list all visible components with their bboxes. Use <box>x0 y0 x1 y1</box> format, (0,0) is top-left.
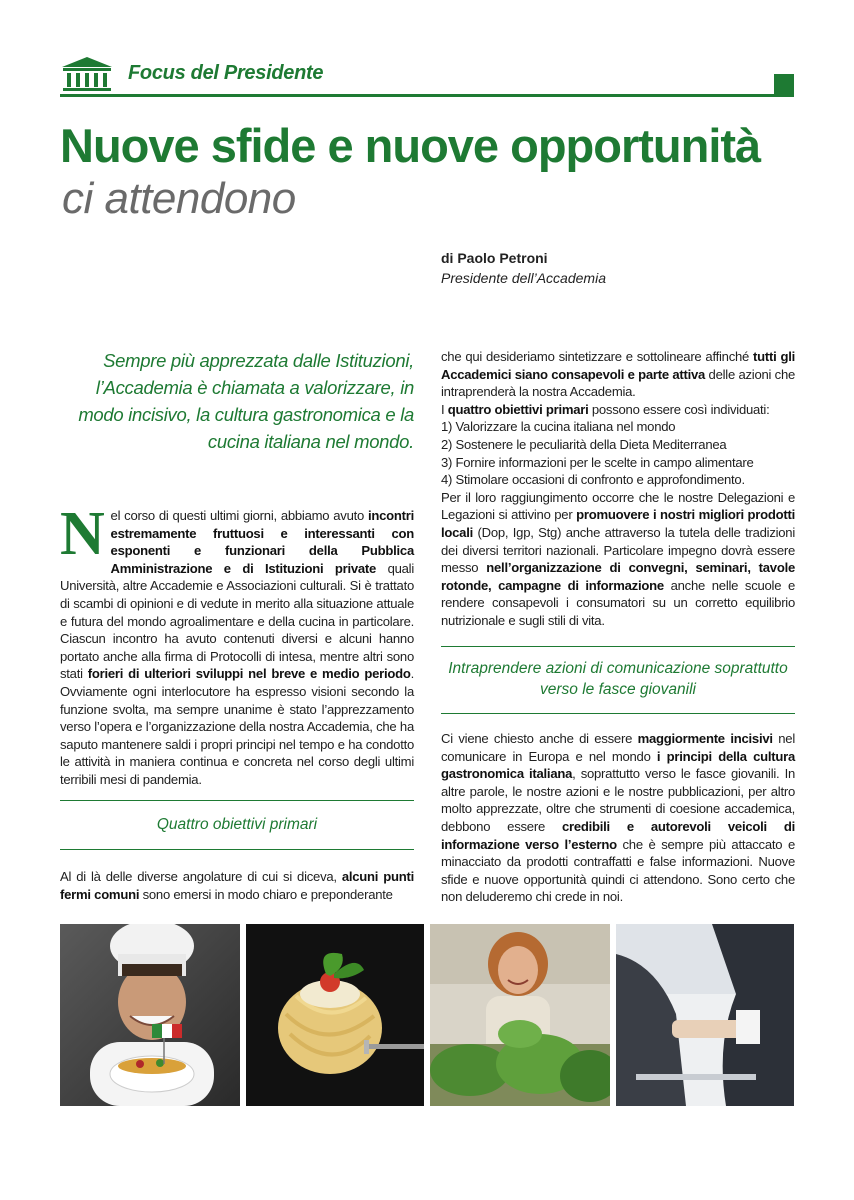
subheading-block <box>441 646 795 714</box>
subheading-rule <box>60 849 414 850</box>
text-run: sono emersi in modo chiaro e preponderante <box>139 886 393 902</box>
bold-run: credibili e autorevoli veicoli di informazione verso l’esterno <box>441 818 795 852</box>
text-run: Per il loro raggiungimento occorre che le nostre Delegazioni e Legazioni si attivino per <box>441 489 795 523</box>
bold-run: nell’organizzazione di convegni, seminari, tavole rotonde, campagne di informazione <box>441 560 796 593</box>
text-run: . Ovviamente ogni interlocutore ha espresso visioni secondo la funzione svolta, ma sempre unanime è stato l’apprezzamento verso l’opera e l’organizzazione della nostra Accademia, che ha saputo mantenere saldi i propri principi nel tempo e ha condotto le attività in maniera continua e concreta nel corso degli ultimi terribili mesi di pandemia. <box>60 666 414 787</box>
text-run: quali Università, altre Accademie e Associazioni culturali. Si è trattato di scambi di opinioni e di vedute in merito alla situazione attuale e futura del mondo agroalimentare e della cucina in particolare. Ciascun incontro ha avuto contenuti diversi e alcuni hanno portato anche alla firma di Protocolli di intesa, mentre altri sono stati <box>60 560 414 682</box>
header-rule <box>60 94 794 97</box>
bold-run: incontri estremamente fruttuosi e interessanti con esponenti e funzionari della Pubblica Amministrazione e di Istituzioni private <box>110 508 414 576</box>
photo-vegetables <box>430 924 610 1106</box>
text-run: , soprattutto verso le fasce giovanili. In altre parole, le nostre azioni e le nostre pubblicazioni, per altro molto apprezzate, oltre che strumenti di coesione accademica, debbono essere <box>441 766 795 834</box>
text-run: nel comunicare in Europa e nel mondo <box>441 731 795 764</box>
temple-icon <box>60 56 114 94</box>
subheading-rule <box>60 800 414 801</box>
bold-run: tutti gli Accademici siano consapevoli e parte attiva <box>441 349 795 382</box>
body-text-communication <box>441 730 795 906</box>
bold-run: alcuni punti fermi comuni <box>60 869 415 902</box>
article-title: Nuove sfide e nuove opportunità <box>60 119 761 172</box>
author-name: di Paolo Petroni <box>441 250 548 266</box>
subheading: Intraprendere azioni di comunicazione soprattutto verso le fasce giovanili <box>448 660 788 698</box>
text-run: Al di là delle diverse angolature di cui si diceva, <box>60 869 342 884</box>
text-run: che qui desideriamo sintetizzare e sottolineare affinché <box>441 349 754 364</box>
subheading-rule <box>441 713 795 714</box>
author-role: Presidente dell’Accademia <box>441 270 606 286</box>
photo-strip <box>60 924 794 1106</box>
header-square <box>774 74 794 94</box>
list-item: 1) Valorizzare la cucina italiana nel mondo <box>441 419 676 435</box>
text-run: anche nelle scuole e rendere consapevoli i consumatori su un corretto equilibrio nutrizionale e sugli stili di vita. <box>441 577 795 628</box>
subheading-rule <box>441 646 795 647</box>
text-run: Ci viene chiesto anche di essere <box>441 731 638 746</box>
photo-meeting <box>616 924 794 1106</box>
bold-run: i principi della cultura gastronomica italiana <box>441 748 795 782</box>
subheading: Quattro obiettivi primari <box>156 816 318 833</box>
article-subtitle: ci attendono <box>62 174 296 223</box>
text-run: I <box>441 401 448 417</box>
bold-run: quattro obiettivi primari <box>447 401 589 417</box>
list-item: 4) Stimolare occasioni di confronto e approfondimento. <box>441 472 745 488</box>
subheading-block <box>60 800 414 850</box>
body-text <box>60 868 414 903</box>
drop-cap: N <box>60 500 105 568</box>
photo-pasta <box>246 924 424 1106</box>
text-run: el corso di questi ultimi giorni, abbiamo avuto <box>110 508 368 523</box>
body-text-intro <box>60 500 414 789</box>
photo-chef <box>60 924 240 1106</box>
text-run: possono essere così individuati: <box>588 401 770 417</box>
list-item: 2) Sostenere le peculiarità della Dieta Mediterranea <box>441 436 727 452</box>
pull-quote: Sempre più apprezzata dalle Istituzioni, l’Accademia è chiamata a valorizzare, in modo incisivo, la cultura gastronomica e la cucina italiana nel mondo. <box>78 350 414 452</box>
text-run: che è sempre più attaccato e minacciato da prodotti contraffatti e false informazioni. Nuove sfide e nuove opportunità quindi ci attendono. Sono certo che non deluderemo chi crede in noi. <box>441 836 795 905</box>
text-run: delle azioni che intraprenderà la nostra Accademia. <box>441 366 796 400</box>
bold-run: maggiormente incisivi <box>637 731 773 746</box>
section-header <box>60 56 794 96</box>
list-item: 3) Fornire informazioni per le scelte in campo alimentare <box>441 454 754 470</box>
section-label: Focus del Presidente <box>128 62 324 84</box>
text-run: (Dop, Igp, Stg) anche attraverso la tutela delle tradizioni dei diversi territori nazionali. Particolare impegno dovrà essere messo <box>441 524 795 576</box>
bold-run: promuovere i nostri migliori prodotti locali <box>441 507 795 540</box>
bold-run: forieri di ulteriori sviluppi nel breve e medio periodo <box>87 666 411 682</box>
body-text-objectives <box>441 348 795 630</box>
